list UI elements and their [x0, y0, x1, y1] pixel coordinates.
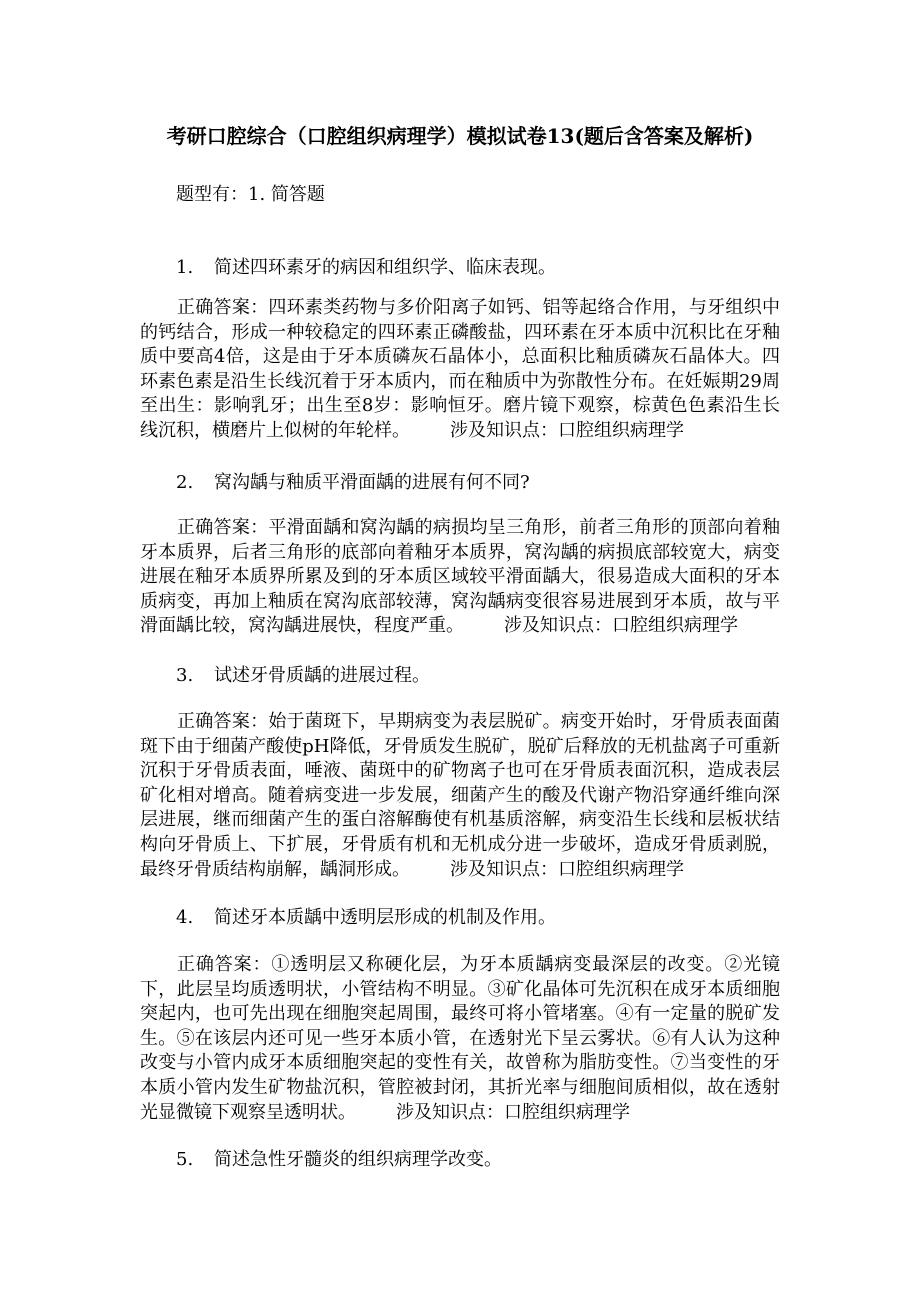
question-5 [176, 1147, 502, 1173]
question-text: 简述四环素牙的病因和组织学、临床表现。 [214, 257, 556, 278]
question-text: 简述急性牙髓炎的组织病理学改变。 [214, 1149, 502, 1170]
question-type-label: 题型有：1. 简答题 [176, 184, 325, 205]
question-4 [176, 905, 556, 931]
answer-label: 正确答案： [177, 517, 269, 538]
question-text: 窝沟龋与釉质平滑面龋的进展有何不同? [214, 472, 530, 493]
answer-text: ①透明层又称硬化层，为牙本质龋病变最深层的改变。②光镜下，此层呈均质透明状，小管结构不明显。③矿化晶体可先沉积在成牙本质细胞突起内，也可先出现在细胞突起周围，最终可将小管堵塞。④有一定量的脱矿发生。⑤在该层内还可见一些牙本质小管，在透射光下呈云雾状。⑥有人认为这种改变与小管内成牙本质细胞突起的变性有关，故曾称为脂肪变性。⑦当变性的牙本质小管内发生矿物盐沉积，管腔被封闭，其折光率与细胞间质相似，故在透射光显微镜下观察呈透明状。 [140, 954, 781, 1123]
answer-3 [140, 710, 780, 882]
document-title: 考研口腔综合（口腔组织病理学）模拟试卷13(题后含答案及解析) [166, 124, 754, 148]
question-number: 2. [176, 472, 194, 493]
question-number: 1. [176, 257, 194, 278]
answer-label: 正确答案： [177, 297, 269, 318]
knowledge-point: 涉及知识点：口腔组织病理学 [450, 858, 684, 880]
question-number: 5. [176, 1149, 194, 1170]
answer-text: 四环素类药物与多价阳离子如钙、铝等起络合作用，与牙组织中的钙结合，形成一种较稳定的四环素正磷酸盐，四环素在牙本质中沉积比在牙釉质中要高4倍，这是由于牙本质磷灰石晶体小，总面积比釉质磷灰石晶体大。四环素色素是沿生长线沉着于牙本质内，而在釉质中为弥散性分布。在妊娠期29周至出生：影响乳牙；出生至8岁：影响恒牙。磨片镜下观察，棕黄色色素沿生长线沉积，横磨片上似树的年轮样。 [140, 297, 780, 441]
answer-label: 正确答案： [177, 954, 272, 975]
answer-1 [140, 296, 780, 444]
knowledge-point: 涉及知识点：口腔组织病理学 [504, 615, 738, 637]
question-2 [176, 470, 530, 496]
knowledge-point: 涉及知识点：口腔组织病理学 [396, 1101, 630, 1123]
answer-4 [140, 953, 780, 1125]
answer-2 [140, 516, 780, 639]
answer-text: 平滑面龋和窝沟龋的病损均呈三角形，前者三角形的顶部向着釉牙本质界，后者三角形的底部向着釉牙本质界，窝沟龋的病损底部较宽大，病变进展在釉牙本质界所累及到的牙本质区域较平滑面龋大，很易造成大面积的牙本质病变，再加上釉质在窝沟底部较薄，窝沟龋病变很容易进展到牙本质，故与平滑面龋比较，窝沟龋进展快，程度严重。 [140, 517, 780, 637]
question-3 [176, 663, 430, 689]
knowledge-point: 涉及知识点：口腔组织病理学 [450, 419, 684, 441]
question-number: 3. [176, 665, 194, 686]
question-1 [176, 255, 556, 281]
question-text: 简述牙本质龋中透明层形成的机制及作用。 [214, 907, 556, 928]
answer-text: 始于菌斑下，早期病变为表层脱矿。病变开始时，牙骨质表面菌斑下由于细菌产酸使pH降低，牙骨质发生脱矿，脱矿后释放的无机盐离子可重新沉积于牙骨质表面，唾液、菌斑中的矿物离子也可在牙骨质表面沉积，造成表层矿化相对增高。随着病变进一步发展，细菌产生的酸及代谢产物沿穿通纤维向深层进展，继而细菌产生的蛋白溶解酶使有机基质溶解，病变沿生长线和层板状结构向牙骨质上、下扩展，牙骨质有机和无机成分进一步破坏，造成牙骨质剥脱，最终牙骨质结构崩解，龋洞形成。 [140, 711, 780, 880]
answer-label: 正确答案： [177, 711, 269, 732]
question-number: 4. [176, 907, 194, 928]
question-text: 试述牙骨质龋的进展过程。 [214, 665, 430, 686]
